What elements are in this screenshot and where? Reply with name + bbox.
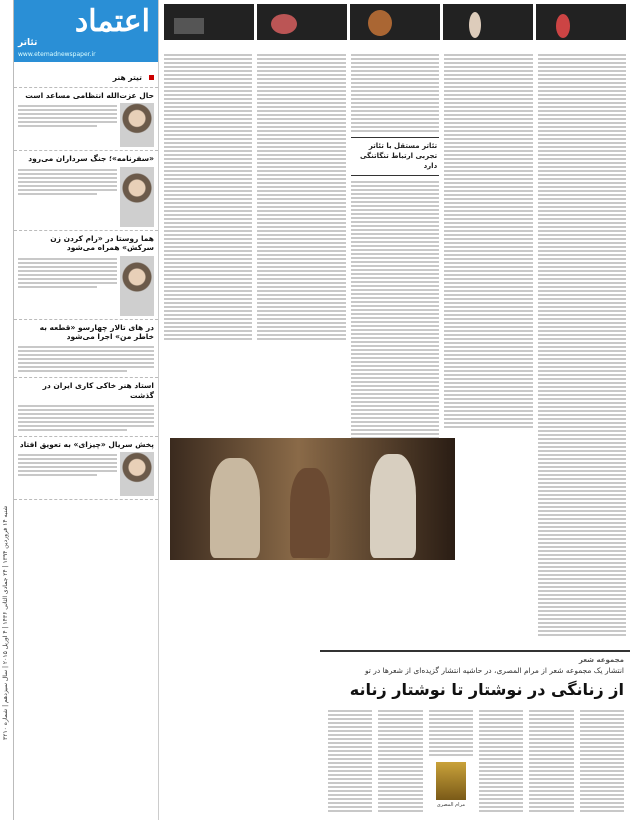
sidebar-item[interactable]	[14, 231, 158, 320]
bottom-article	[320, 650, 630, 820]
pull-quote: تئاتر مستقل با تئاتر تجربی ارتباط تنگاتنگی دارد	[351, 137, 439, 176]
stage-photo	[164, 4, 254, 40]
stage-photo	[350, 4, 440, 40]
text-column	[538, 52, 626, 665]
text-column	[351, 52, 439, 665]
sidebar-item[interactable]	[14, 437, 158, 500]
category-label: مجموعه شعر	[578, 656, 624, 664]
bullet-icon	[149, 75, 154, 80]
text-column	[257, 52, 345, 665]
book-caption: مرام المصری	[436, 802, 466, 808]
issue-info: شنبه ۱۴ فروردین ۱۳۹۴ | ۲۴ جمادی الثانی ۱۴۳۶ | ۴ آوریل ۲۰۱۵ | سال سیزدهم | شماره ۳۲۱۰	[2, 505, 9, 740]
sidebar-item-title: «سفرنامه»؛ جنگ سرداران می‌رود	[28, 154, 154, 164]
text-column	[444, 52, 532, 665]
article-photo	[120, 103, 154, 147]
puppet-photo	[170, 438, 455, 560]
headline: از زنانگی در نوشتار تا نوشتار زنانه	[349, 680, 624, 699]
main-content	[160, 0, 630, 820]
sidebar-item[interactable]	[14, 320, 158, 379]
sidebar	[14, 0, 159, 820]
article-photo	[120, 167, 154, 227]
sidebar-item[interactable]	[14, 378, 158, 437]
sidebar-item-title: حال عزت‌الله انتظامی مساعد است	[25, 91, 154, 100]
article-columns	[164, 52, 626, 665]
text-column	[164, 52, 252, 665]
stage-photo	[257, 4, 347, 40]
sidebar-item-title: هما روستا در «رام کردن زن سرکش» همراه می‌شود	[50, 233, 154, 253]
date-gutter	[0, 0, 14, 820]
article-photo	[120, 256, 154, 316]
photo-strip	[160, 0, 630, 44]
stage-photo	[443, 4, 533, 40]
sidebar-item-title: پخش سریال «چیزای» به تعویق افتاد	[19, 440, 154, 449]
website-url: www.etemadnewspaper.ir	[18, 51, 96, 58]
sidebar-item[interactable]	[14, 88, 158, 151]
bottom-columns	[328, 708, 624, 814]
kicker: انتشار یک مجموعه شعر از مرام المصری، در حاشیه انتشار گزیده‌ای از شعرها در تو	[364, 666, 624, 675]
article-photo	[120, 452, 154, 496]
masthead	[14, 0, 158, 62]
sidebar-item-title: استاد هنر خاکی کاری ایران در گذشت	[42, 381, 154, 400]
sidebar-label: تیتر هنر	[112, 73, 142, 82]
sidebar-item[interactable]	[14, 151, 158, 230]
sidebar-item-title: در های تالار چهارسو «قطعه‌ به خاطر من» اجرا می‌شود	[39, 322, 154, 341]
section-name: تئاتر	[18, 38, 38, 48]
stage-photo	[536, 4, 626, 40]
newspaper-logo: اعتماد	[74, 4, 150, 39]
book-cover	[436, 762, 466, 800]
sidebar-label-row	[14, 62, 158, 88]
